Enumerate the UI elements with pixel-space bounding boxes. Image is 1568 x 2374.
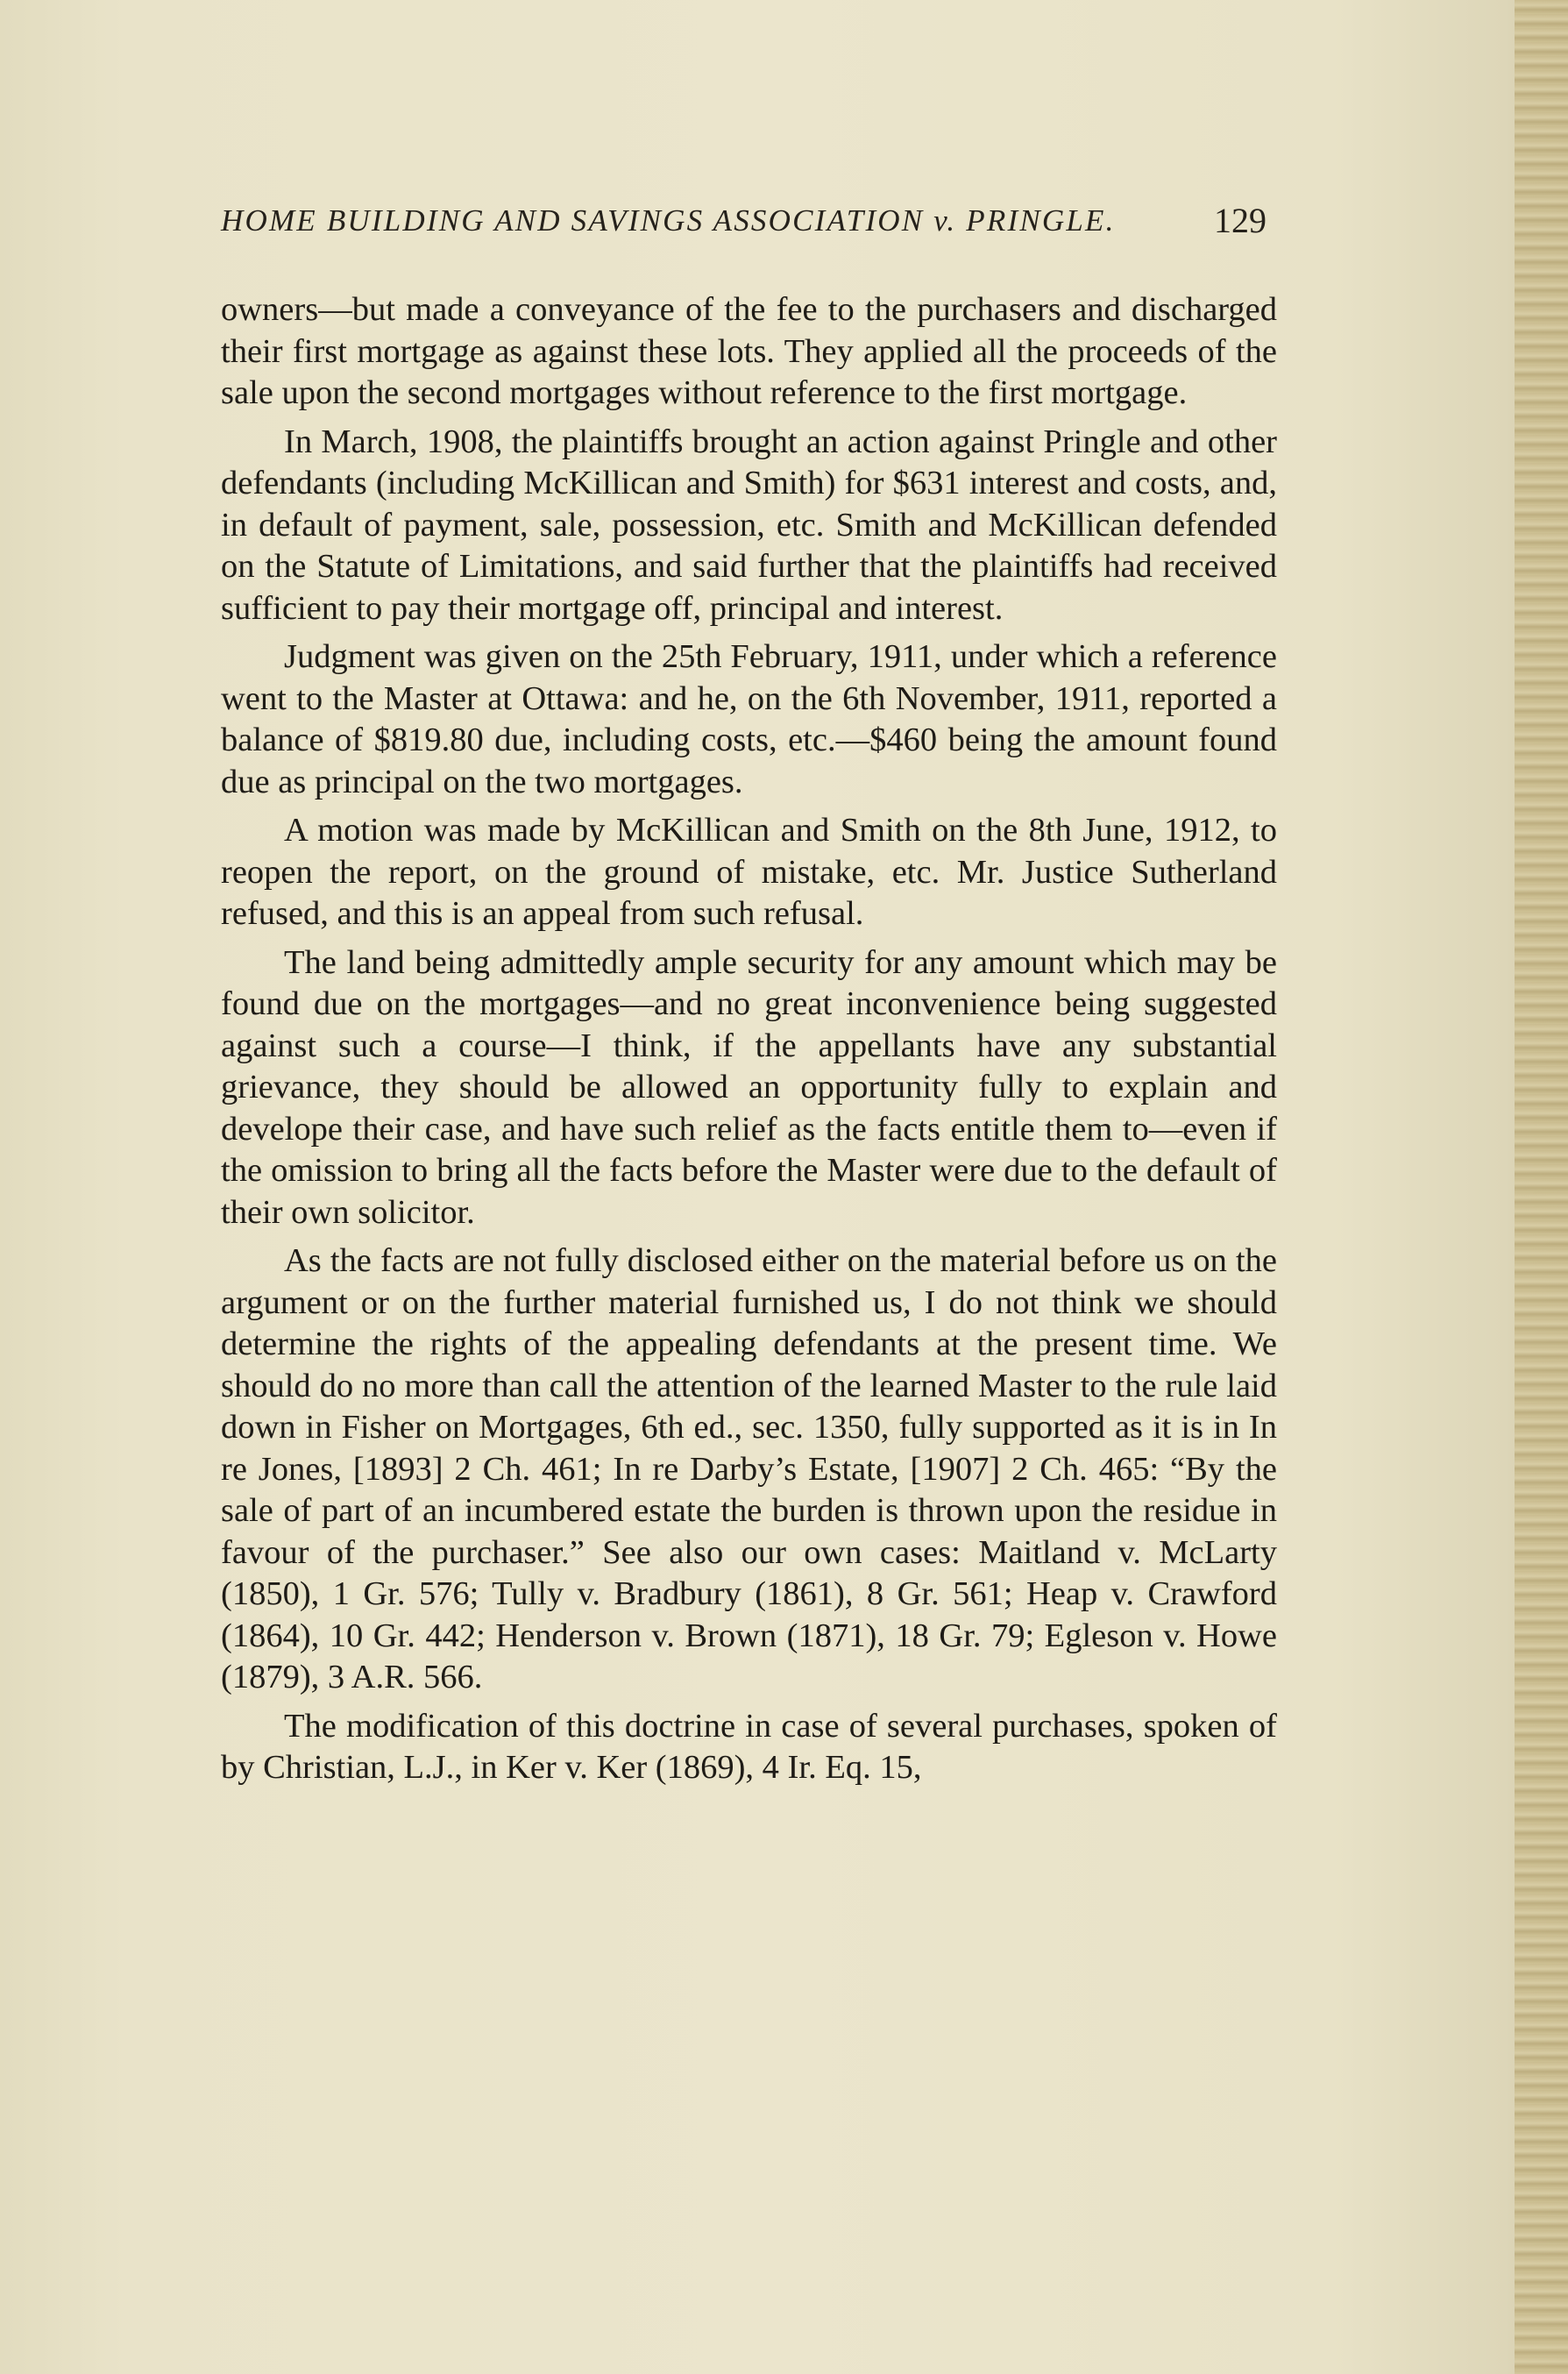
paragraph: The modification of this doctrine in case of several purchases, spoken of by Christian, L.J., in Ker v. Ker (1869), 4 Ir. Eq. 15, [221,1707,1277,1786]
binding-edge [1515,0,1568,2374]
paragraph: Judgment was given on the 25th February, 1911, under which a reference went to the Master at Ottawa: and he, on the 6th November, 1911, reported a balance of $819.80 due, including costs, etc.—$460 being the amount found due as principal on the two mortgages. [221,638,1277,800]
running-head: HOME BUILDING AND SAVINGS ASSOCIATION v. PRINGLE. [221,203,1116,238]
page-number: 129 [1214,201,1266,240]
paragraph: owners—but made a conveyance of the fee to the purchasers and discharged their first mortgage as against these lots. They applied all the proceeds of the sale upon the second mortgages without reference to the first mortgage. [221,291,1277,411]
paragraph: As the facts are not fully disclosed either on the material before us on the argument or on the further material furnished us, I do not think we should determine the rights of the appealing defendants at the present time. We should do no more than call the attention of the learned Master to the rule laid down in Fisher on Mortgages, 6th ed., sec. 1350, fully supported as it is in In re Jones, [1893] 2 Ch. 461; In re Darby’s Estate, [1907] 2 Ch. 465: “By the sale of part of an incumbered estate the burden is thrown upon the residue in favour of the purchaser.” See also our own cases: Maitland v. McLarty (1850), 1 Gr. 576; Tully v. Bradbury (1861), 8 Gr. 561; Heap v. Crawford (1864), 10 Gr. 442; Henderson v. Brown (1871), 18 Gr. 79; Egleson v. Howe (1879), 3 A.R. 566. [221,1242,1277,1695]
paragraph: The land being admittedly ample security for any amount which may be found due on the mortgages—and no great inconvenience being suggested against such a course—I think, if the appellants have any substantial grievance, they should be allowed an opportunity fully to explain and develope their case, and have such relief as the facts entitle them to—even if the omission to bring all the facts before the Master were due to the default of their own solicitor. [221,943,1277,1231]
paragraph: In March, 1908, the plaintiffs brought an action against Pringle and other defendants (including McKillican and Smith) for $631 interest and costs, and, in default of payment, sale, possession, etc. Smith and McKillican defended on the Statute of Limitations, and said further that the plaintiffs had received sufficient to pay their mortgage off, principal and interest. [221,423,1277,627]
body-text [221,289,1277,1796]
paragraph: A motion was made by McKillican and Smith on the 8th June, 1912, to reopen the report, on the ground of mistake, etc. Mr. Justice Sutherland refused, and this is an appeal from such refusal. [221,812,1277,932]
